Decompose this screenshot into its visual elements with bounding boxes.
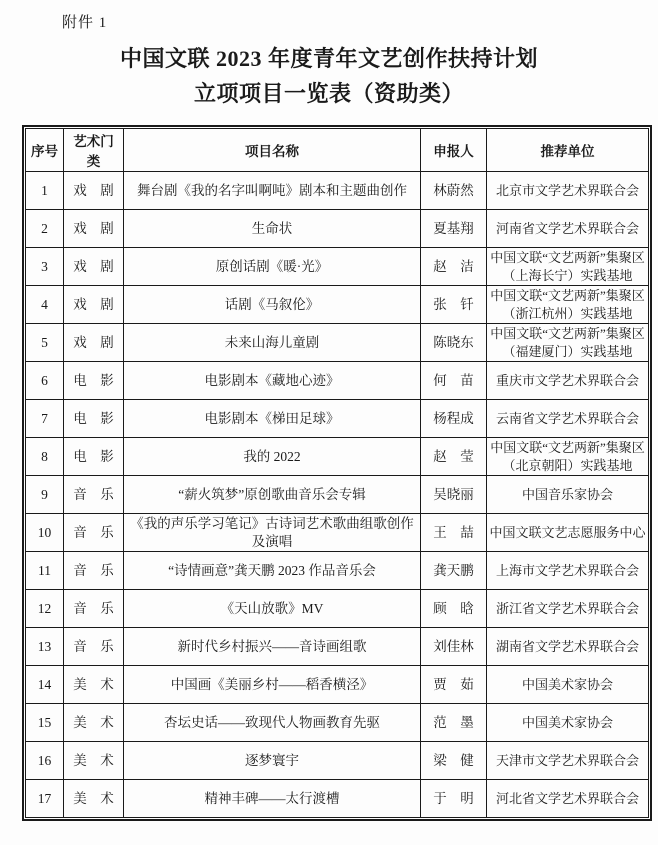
- cell-category: 戏 剧: [64, 286, 124, 324]
- header-applicant: 申报人: [421, 129, 487, 172]
- header-project: 项目名称: [124, 129, 421, 172]
- cell-category: 电 影: [64, 400, 124, 438]
- cell-project: 舞台剧《我的名字叫啊吨》剧本和主题曲创作: [124, 172, 421, 210]
- cell-applicant: 梁 健: [421, 742, 487, 780]
- cell-category: 音 乐: [64, 514, 124, 552]
- cell-recommender: 天津市文学艺术界联合会: [487, 742, 649, 780]
- table-row: [26, 362, 649, 400]
- cell-no: 9: [26, 476, 64, 514]
- table-header-row: [26, 129, 649, 172]
- cell-applicant: 夏基翔: [421, 210, 487, 248]
- table-row: [26, 552, 649, 590]
- cell-recommender: 浙江省文学艺术界联合会: [487, 590, 649, 628]
- cell-category: 戏 剧: [64, 210, 124, 248]
- table-row: [26, 286, 649, 324]
- cell-recommender: 中国文联“文艺两新”集聚区（北京朝阳）实践基地: [487, 438, 649, 476]
- header-category: 艺术门类: [64, 129, 124, 172]
- cell-applicant: 赵 莹: [421, 438, 487, 476]
- table-row: [26, 324, 649, 362]
- cell-category: 音 乐: [64, 552, 124, 590]
- cell-project: 电影剧本《藏地心迹》: [124, 362, 421, 400]
- cell-no: 14: [26, 666, 64, 704]
- table-row: [26, 248, 649, 286]
- cell-no: 12: [26, 590, 64, 628]
- table-row: [26, 628, 649, 666]
- cell-no: 3: [26, 248, 64, 286]
- document-title-line1: 中国文联 2023 年度青年文艺创作扶持计划: [119, 46, 538, 71]
- cell-category: 美 术: [64, 742, 124, 780]
- cell-recommender: 河北省文学艺术界联合会: [487, 780, 649, 818]
- cell-project: 杏坛史话——致现代人物画教育先驱: [124, 704, 421, 742]
- cell-project: 我的 2022: [124, 438, 421, 476]
- table-row: [26, 780, 649, 818]
- cell-no: 8: [26, 438, 64, 476]
- cell-applicant: 范 墨: [421, 704, 487, 742]
- cell-no: 4: [26, 286, 64, 324]
- document-title-line2: 立项项目一览表（资助类）: [193, 81, 464, 106]
- cell-recommender: 湖南省文学艺术界联合会: [487, 628, 649, 666]
- cell-category: 美 术: [64, 704, 124, 742]
- cell-project: 新时代乡村振兴——音诗画组歌: [124, 628, 421, 666]
- table-row: [26, 590, 649, 628]
- table-row: [26, 742, 649, 780]
- cell-applicant: 赵 洁: [421, 248, 487, 286]
- cell-recommender: 中国美术家协会: [487, 704, 649, 742]
- table-row: [26, 704, 649, 742]
- cell-recommender: 中国文联文艺志愿服务中心: [487, 514, 649, 552]
- header-no: 序号: [26, 129, 64, 172]
- cell-applicant: 于 明: [421, 780, 487, 818]
- cell-project: 原创话剧《暖·光》: [124, 248, 421, 286]
- cell-recommender: 中国音乐家协会: [487, 476, 649, 514]
- table-row: [26, 210, 649, 248]
- cell-recommender: 中国美术家协会: [487, 666, 649, 704]
- cell-project: 未来山海儿童剧: [124, 324, 421, 362]
- cell-project: 《天山放歌》MV: [124, 590, 421, 628]
- cell-category: 音 乐: [64, 590, 124, 628]
- cell-no: 5: [26, 324, 64, 362]
- cell-recommender: 重庆市文学艺术界联合会: [487, 362, 649, 400]
- cell-project: 《我的声乐学习笔记》古诗词艺术歌曲组歌创作及演唱: [124, 514, 421, 552]
- cell-project: 电影剧本《梯田足球》: [124, 400, 421, 438]
- attachment-label: 附件 1: [62, 15, 108, 31]
- cell-no: 6: [26, 362, 64, 400]
- cell-no: 1: [26, 172, 64, 210]
- cell-project: 精神丰碑——太行渡槽: [124, 780, 421, 818]
- cell-category: 美 术: [64, 666, 124, 704]
- cell-project: 中国画《美丽乡村——稻香横泾》: [124, 666, 421, 704]
- cell-recommender: 中国文联“文艺两新”集聚区（浙江杭州）实践基地: [487, 286, 649, 324]
- cell-category: 戏 剧: [64, 172, 124, 210]
- table-row: [26, 666, 649, 704]
- cell-applicant: 顾 晗: [421, 590, 487, 628]
- cell-no: 17: [26, 780, 64, 818]
- cell-project: 话剧《马叙伦》: [124, 286, 421, 324]
- cell-category: 电 影: [64, 438, 124, 476]
- projects-table-grid: [25, 128, 649, 818]
- cell-category: 美 术: [64, 780, 124, 818]
- cell-no: 13: [26, 628, 64, 666]
- cell-category: 戏 剧: [64, 324, 124, 362]
- cell-applicant: 龚天鹏: [421, 552, 487, 590]
- cell-category: 电 影: [64, 362, 124, 400]
- table-row: [26, 400, 649, 438]
- cell-category: 音 乐: [64, 476, 124, 514]
- cell-applicant: 林蔚然: [421, 172, 487, 210]
- cell-applicant: 王 喆: [421, 514, 487, 552]
- cell-applicant: 陈晓东: [421, 324, 487, 362]
- table-row: [26, 438, 649, 476]
- cell-no: 10: [26, 514, 64, 552]
- cell-recommender: 河南省文学艺术界联合会: [487, 210, 649, 248]
- table-row: [26, 172, 649, 210]
- cell-applicant: 杨程成: [421, 400, 487, 438]
- cell-project: 逐梦寰宇: [124, 742, 421, 780]
- cell-recommender: 云南省文学艺术界联合会: [487, 400, 649, 438]
- projects-table: [22, 125, 652, 821]
- table-row: [26, 514, 649, 552]
- cell-applicant: 吴晓丽: [421, 476, 487, 514]
- table-row: [26, 476, 649, 514]
- cell-applicant: 张 钎: [421, 286, 487, 324]
- cell-applicant: 贾 茹: [421, 666, 487, 704]
- cell-recommender: 中国文联“文艺两新”集聚区（上海长宁）实践基地: [487, 248, 649, 286]
- header-recommender: 推荐单位: [487, 129, 649, 172]
- cell-project: “薪火筑梦”原创歌曲音乐会专辑: [124, 476, 421, 514]
- cell-no: 7: [26, 400, 64, 438]
- table-body: [26, 172, 649, 818]
- cell-category: 音 乐: [64, 628, 124, 666]
- cell-category: 戏 剧: [64, 248, 124, 286]
- cell-project: “诗情画意”龚天鹏 2023 作品音乐会: [124, 552, 421, 590]
- cell-recommender: 上海市文学艺术界联合会: [487, 552, 649, 590]
- cell-applicant: 刘佳林: [421, 628, 487, 666]
- document-title: [0, 41, 658, 111]
- cell-no: 2: [26, 210, 64, 248]
- cell-recommender: 中国文联“文艺两新”集聚区（福建厦门）实践基地: [487, 324, 649, 362]
- cell-applicant: 何 苗: [421, 362, 487, 400]
- cell-recommender: 北京市文学艺术界联合会: [487, 172, 649, 210]
- cell-no: 15: [26, 704, 64, 742]
- cell-no: 11: [26, 552, 64, 590]
- cell-no: 16: [26, 742, 64, 780]
- cell-project: 生命状: [124, 210, 421, 248]
